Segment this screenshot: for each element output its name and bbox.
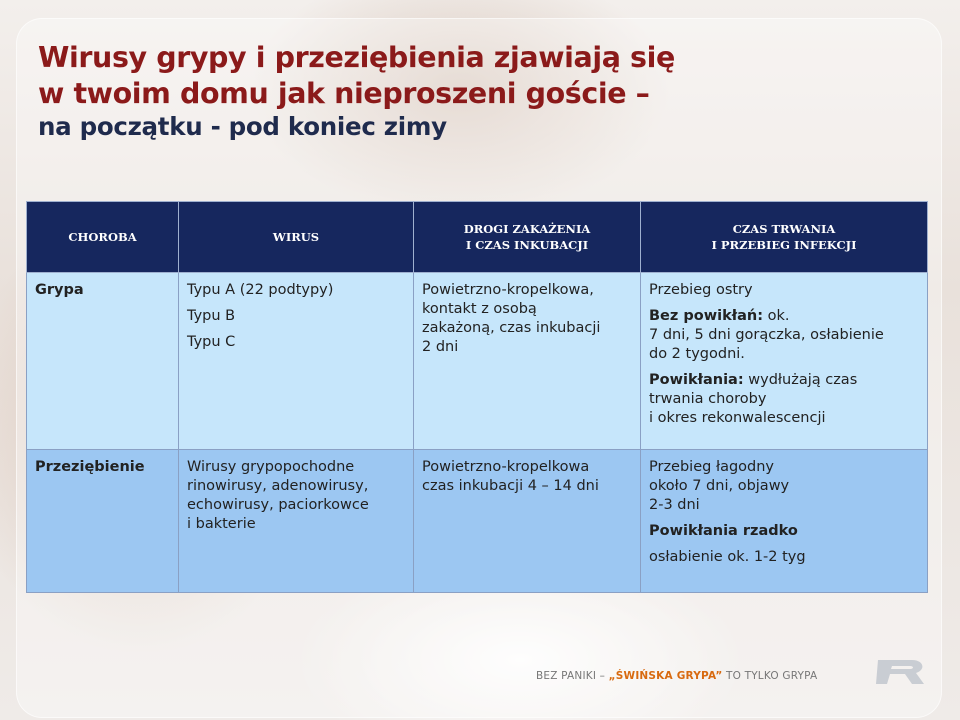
slide-title (38, 40, 675, 142)
flu-virus-cell (179, 273, 414, 450)
flu-virus-2: Typu B (187, 308, 236, 324)
cold-route-2: czas inkubacji 4 – 14 dni (422, 478, 599, 494)
cold-virus-4: i bakterie (187, 516, 256, 532)
flu-no-comp-text: ok. (763, 308, 790, 324)
cold-route-1: Powietrzno-kropelkowa (422, 459, 590, 475)
header-transmission (414, 202, 641, 273)
footer-suffix: TO TYLKO GRYPA (722, 670, 818, 682)
cold-course (649, 458, 919, 515)
header-duration-line1: CZAS TRWANIA (732, 222, 836, 236)
disease-name-cold: Przeziębienie (27, 450, 179, 593)
cold-course-3: 2-3 dni (649, 497, 700, 513)
flu-comp-line3: i okres rekonwalescencji (649, 410, 826, 426)
title-line-2: w twoim domu jak nieproszeni goście – (38, 77, 650, 110)
flu-route-1: Powietrzno-kropelkowa, (422, 282, 594, 298)
flu-comp-line2: trwania choroby (649, 391, 767, 407)
flu-no-comp-label: Bez powikłań: (649, 308, 764, 324)
footer-prefix: BEZ PANIKI – (536, 670, 609, 682)
flu-comp-text: wydłużają czas (743, 372, 858, 388)
title-line-1: Wirusy grypy i przeziębienia zjawiają się (38, 41, 675, 74)
cold-course-2: około 7 dni, objawy (649, 478, 790, 494)
header-transmission-line1: DROGI ZAKAŻENIA (463, 222, 591, 236)
cold-comp-text: osłabienie ok. 1-2 tyg (649, 549, 806, 565)
flu-route-4: 2 dni (422, 339, 459, 355)
header-duration (641, 202, 928, 273)
flu-course: Przebieg ostry (649, 282, 753, 298)
flu-virus-1: Typu A (22 podtypy) (187, 282, 334, 298)
cold-virus-1: Wirusy grypopochodne (187, 459, 355, 475)
table-row (27, 450, 928, 593)
header-virus: WIRUS (179, 202, 414, 273)
table-header-row (27, 202, 928, 273)
flu-route-3: zakażoną, czas inkubacji (422, 320, 601, 336)
flu-no-comp-line2: 7 dni, 5 dni gorączka, osłabienie (649, 327, 884, 343)
flu-complications (649, 371, 919, 428)
comparison-table (26, 201, 928, 593)
flu-no-comp-line3: do 2 tygodni. (649, 346, 745, 362)
footer-highlight: „ŚWIŃSKA GRYPA” (608, 670, 723, 682)
flu-virus-3: Typu C (187, 334, 236, 350)
footer-tagline (536, 670, 817, 682)
brand-logo-icon (872, 658, 928, 686)
title-subtitle: na początku - pod koniec zimy (38, 112, 447, 141)
cold-course-1: Przebieg łagodny (649, 459, 775, 475)
header-duration-line2: I PRZEBIEG INFEKCJI (711, 238, 857, 252)
cold-duration-cell (641, 450, 928, 593)
cold-transmission-cell (414, 450, 641, 593)
flu-comp-label: Powikłania: (649, 372, 744, 388)
cold-comp-label: Powikłania rzadko (649, 523, 798, 539)
flu-no-complications (649, 307, 919, 364)
flu-duration-cell (641, 273, 928, 450)
cold-virus-cell (179, 450, 414, 593)
header-disease: CHOROBA (27, 202, 179, 273)
table-row (27, 273, 928, 450)
flu-transmission-cell (414, 273, 641, 450)
cold-virus-3: echowirusy, paciorkowce (187, 497, 369, 513)
flu-route-2: kontakt z osobą (422, 301, 537, 317)
disease-name-flu: Grypa (27, 273, 179, 450)
cold-virus-2: rinowirusy, adenowirusy, (187, 478, 369, 494)
header-transmission-line2: I CZAS INKUBACJI (465, 238, 589, 252)
